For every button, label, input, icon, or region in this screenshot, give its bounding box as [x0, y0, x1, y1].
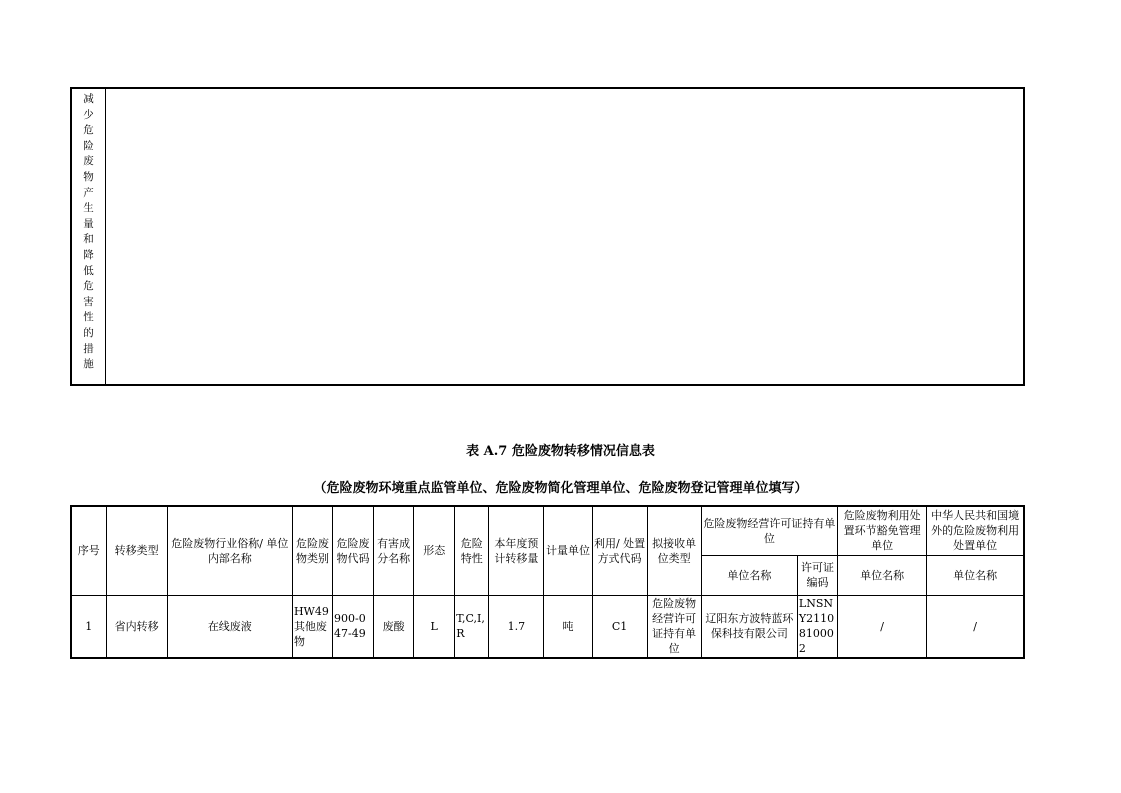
cell-code: 900-047-49	[333, 595, 374, 658]
table-title: 表 A.7 危险废物转移情况信息表	[466, 444, 655, 459]
measures-label-char: 危	[83, 280, 94, 293]
cell-receiver-type: 危险废物经营许可证持有单位	[647, 595, 701, 658]
cell-holder-name: 辽阳东方波特蓝环保科技有限公司	[701, 595, 797, 658]
header-form: 形态	[414, 506, 455, 595]
table-subtitle: （危险废物环境重点监管单位、危险废物简化管理单位、危险废物登记管理单位填写）	[313, 481, 808, 496]
cell-method: C1	[592, 595, 647, 658]
header-amount: 本年度预计转移量	[489, 506, 544, 595]
header-unit-name-1: 单位名称	[701, 555, 797, 595]
cell-waste-name: 在线废液	[167, 595, 292, 658]
header-unit: 计量单位	[544, 506, 592, 595]
measures-label-char: 物	[83, 170, 94, 183]
cell-exempt-name: /	[838, 595, 927, 658]
header-waste-name: 危险废物行业俗称/ 单位内部名称	[167, 506, 292, 595]
header-seq: 序号	[71, 506, 106, 595]
header-license-no: 许可证编码	[797, 555, 837, 595]
measures-label-char: 危	[83, 124, 94, 137]
measures-label-char: 少	[83, 108, 94, 121]
header-exempt: 危险废物利用处置环节豁免管理单位	[838, 506, 927, 555]
measures-label-char: 降	[83, 248, 94, 261]
measures-label-char: 量	[83, 217, 94, 230]
measures-label-char: 低	[83, 264, 94, 277]
header-unit-name-2: 单位名称	[838, 555, 927, 595]
cell-harmful: 废酸	[374, 595, 414, 658]
measures-label-char: 的	[83, 326, 94, 339]
header-unit-name-3: 单位名称	[927, 555, 1024, 595]
reduction-measures-label	[72, 89, 106, 384]
measures-label-char: 和	[83, 233, 94, 246]
header-receiver-type: 拟接收单位类型	[647, 506, 701, 595]
measures-label-char: 措	[83, 342, 94, 355]
reduction-measures-content	[106, 89, 1023, 384]
header-category: 危险废物类别	[292, 506, 332, 595]
cell-hazard: T,C,I,R	[455, 595, 489, 658]
header-overseas: 中华人民共和国境外的危险废物利用处置单位	[927, 506, 1024, 555]
measures-label-char: 险	[83, 139, 94, 152]
cell-overseas-name: /	[927, 595, 1024, 658]
measures-label-char: 害	[83, 295, 94, 308]
reduction-measures-box	[70, 87, 1025, 386]
header-harmful: 有害成分名称	[374, 506, 414, 595]
cell-form: L	[414, 595, 455, 658]
cell-unit: 吨	[544, 595, 592, 658]
measures-label-char: 施	[83, 358, 94, 371]
measures-label-char: 性	[83, 311, 94, 324]
header-license-holder: 危险废物经营许可证持有单位	[701, 506, 837, 555]
header-code: 危险废物代码	[333, 506, 374, 595]
measures-label-char: 废	[83, 155, 94, 168]
hazardous-waste-transfer-table	[70, 505, 1025, 659]
cell-license-no: LNSNY2110810002	[797, 595, 837, 658]
measures-label-char: 产	[83, 186, 94, 199]
measures-label-char: 生	[83, 202, 94, 215]
cell-amount: 1.7	[489, 595, 544, 658]
header-hazard: 危险特性	[455, 506, 489, 595]
measures-label-char: 减	[83, 93, 94, 105]
cell-seq: 1	[71, 595, 106, 658]
cell-category: HW49其他废物	[292, 595, 332, 658]
cell-transfer-type: 省内转移	[106, 595, 167, 658]
table-row	[71, 595, 1024, 658]
header-transfer-type: 转移类型	[106, 506, 167, 595]
header-method: 利用/ 处置方式代码	[592, 506, 647, 595]
